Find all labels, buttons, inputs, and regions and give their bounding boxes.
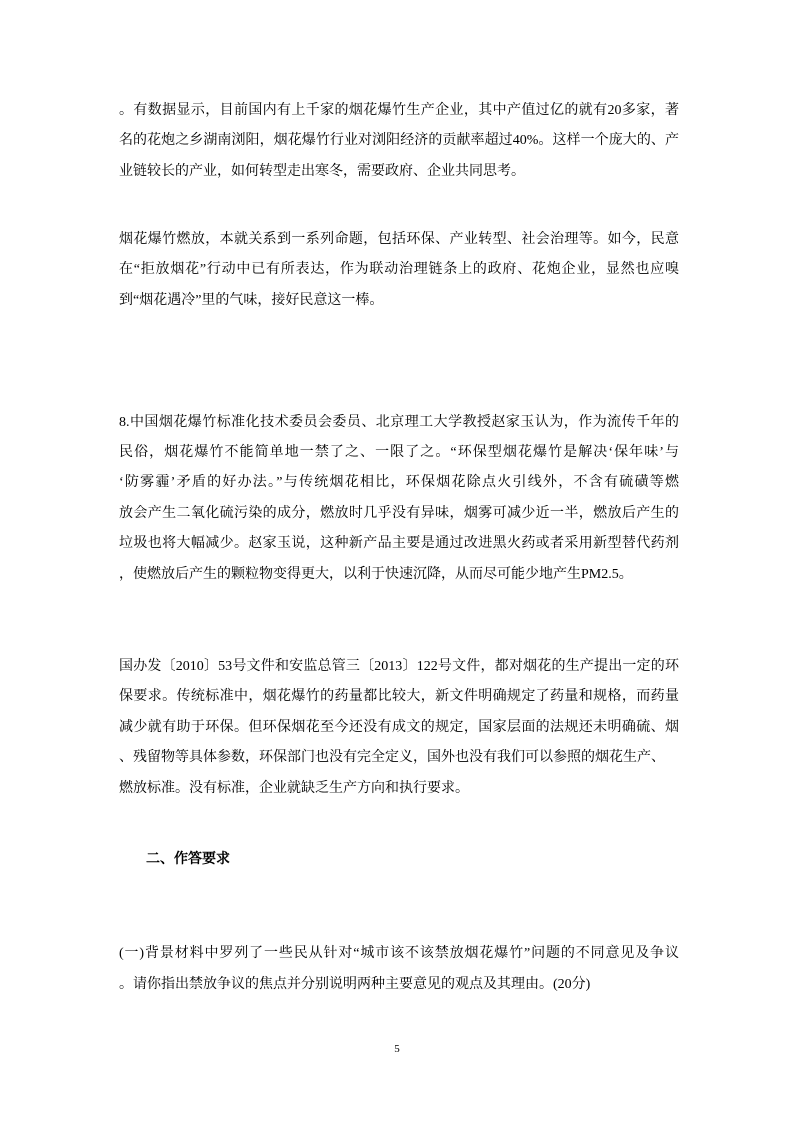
text-line: 放会产生二氧化硫污染的成分，燃放时几乎没有异味，烟雾可减少近一半，燃放后产生的: [119, 506, 679, 521]
text-line: 。请你指出禁放争议的焦点并分别说明两种主要意见的观点及其理由。(20分): [119, 977, 591, 992]
text-line: 、残留物等具体参数，环保部门也没有完全定义，国外也没有我们可以参照的烟花生产、: [119, 750, 665, 765]
text-line: 在“拒放烟花”行动中已有所表达，作为联动治理链条上的政府、花炮企业，显然也应嗅: [119, 262, 679, 277]
text-line: (一)背景材料中罗列了一些民从针对“城市该不该禁放烟花爆竹”问题的不同意见及争议: [119, 946, 679, 961]
text-line: 保要求。传统标准中，烟花爆竹的药量都比较大，新文件明确规定了药量和规格，而药量: [119, 689, 679, 704]
text-line: 名的花炮之乡湖南浏阳，烟花爆竹行业对浏阳经济的贡献率超过40%。这样一个庞大的、产: [119, 133, 679, 148]
text-line: 燃放标准。没有标准，企业就缺乏生产方向和执行要求。: [119, 781, 469, 796]
text-line: 减少就有助于环保。但环保烟花至今还没有成文的规定，国家层面的法规还未明确硫、烟: [119, 720, 679, 735]
text-line: 到“烟花遇冷”里的气味，接好民意这一棒。: [119, 293, 384, 308]
text-line: ‘防雾霾’矛盾的好办法。”与传统烟花相比，环保烟花除点火引线外，不含有硫磺等燃: [119, 475, 679, 490]
text-line: 。有数据显示，目前国内有上千家的烟花爆竹生产企业，其中产值过亿的就有20多家，著: [119, 103, 679, 118]
text-line: ，使燃放后产生的颗粒物变得更大，以利于快速沉降，从而尽可能少地产生PM2.5。: [119, 567, 633, 582]
page-number: 5: [394, 1043, 400, 1055]
text-line: 烟花爆竹燃放，本就关系到一系列命题，包括环保、产业转型、社会治理等。如今，民意: [119, 232, 679, 247]
section-heading: 二、作答要求: [146, 852, 230, 867]
text-line: 业链较长的产业，如何转型走出寒冬，需要政府、企业共同思考。: [119, 164, 525, 179]
text-line: 国办发〔2010〕53号文件和安监总管三〔2013〕122号文件，都对烟花的生产提出一定的环: [119, 659, 679, 674]
text-line: 垃圾也将大幅减少。赵家玉说，这种新产品主要是通过改进黑火药或者采用新型替代药剂: [119, 536, 679, 551]
text-line: 民俗，烟花爆竹不能简单地一禁了之、一限了之。“环保型烟花爆竹是解决‘保年味’与: [119, 445, 679, 460]
text-line: 8.中国烟花爆竹标准化技术委员会委员、北京理工大学教授赵家玉认为，作为流传千年的: [119, 415, 679, 430]
